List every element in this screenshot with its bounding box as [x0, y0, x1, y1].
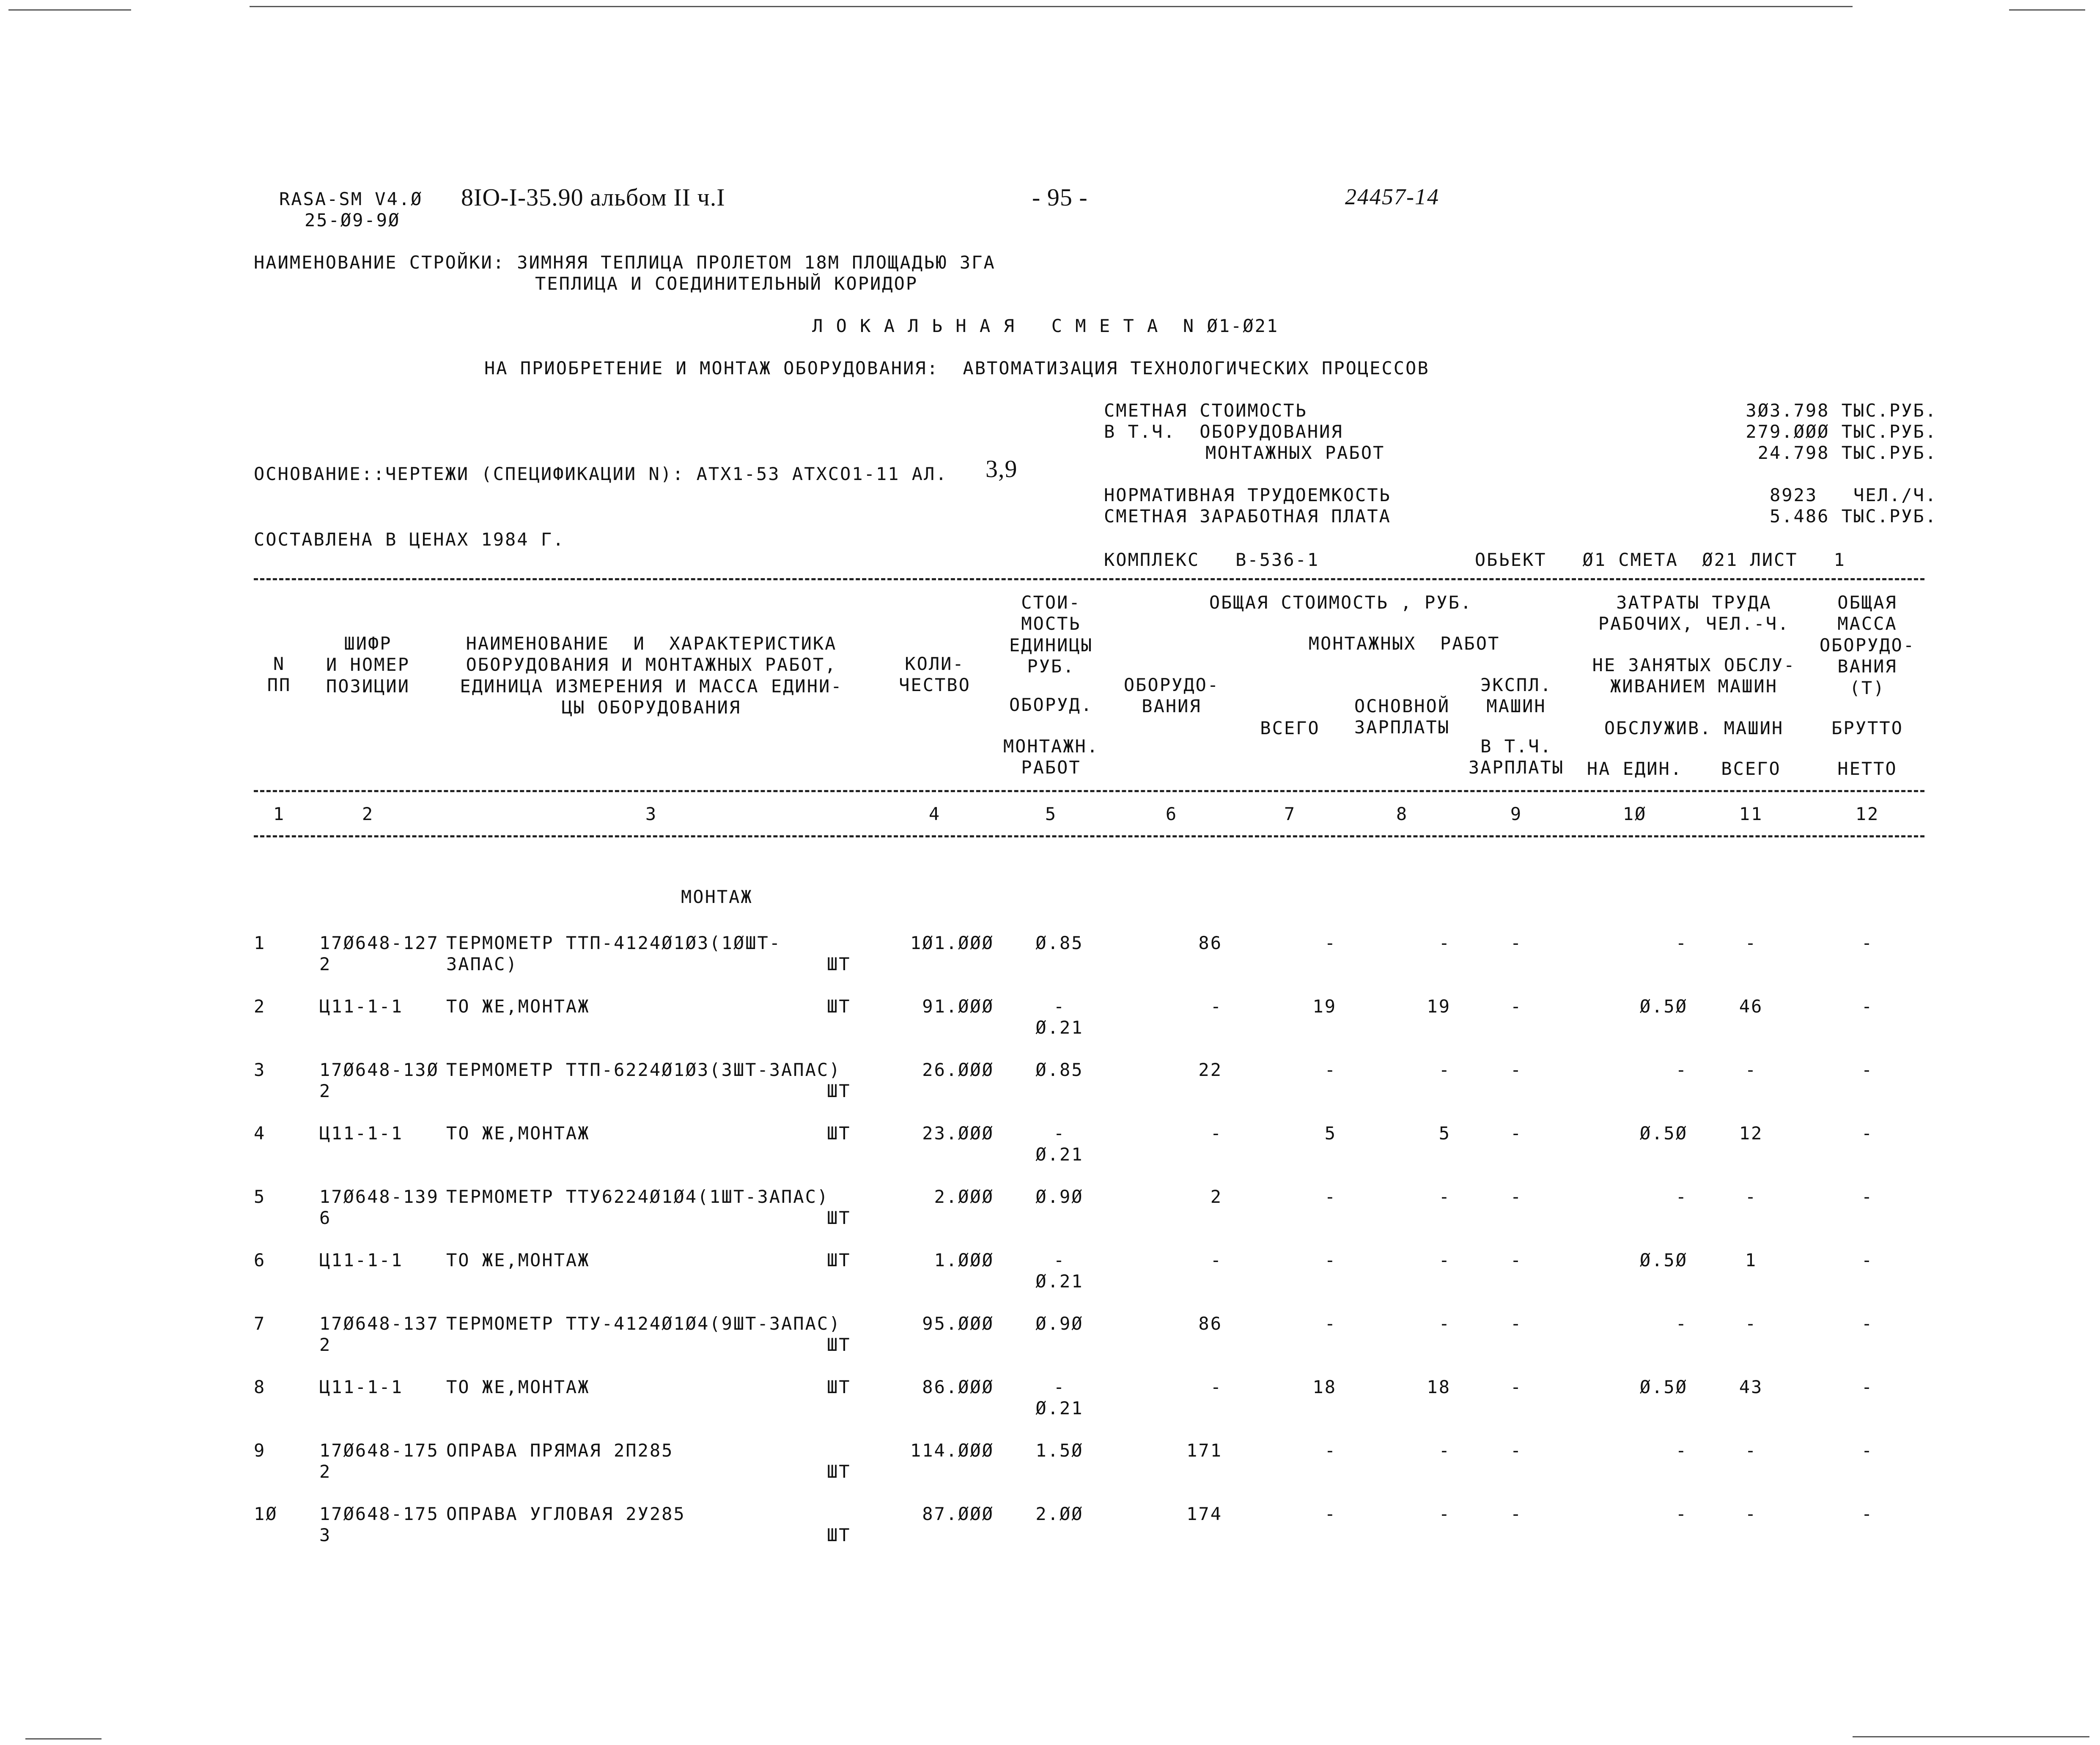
cell-total: - — [1324, 1059, 1337, 1080]
cell-name: ОПРАВА УГЛОВАЯ 2У285 — [446, 1504, 686, 1524]
column-header-equipment-mass: ОБЩАЯ МАССА ОБОРУДО- ВАНИЯ (Т) — [1819, 592, 1916, 698]
cell-code2: 3 — [319, 1525, 332, 1545]
cell-equip: 171 — [1186, 1440, 1222, 1461]
cell-price: - — [1053, 1250, 1066, 1270]
cell-n: 7 — [254, 1313, 266, 1334]
cell-mass: - — [1861, 996, 1874, 1017]
estimated-cost-label: СМЕТНАЯ СТОИМОСТЬ — [1104, 400, 1307, 421]
including-equipment-label: В Т.Ч. ОБОРУДОВАНИЯ — [1104, 421, 1343, 442]
cell-total: - — [1324, 1250, 1337, 1270]
column-number: 5 — [1045, 804, 1057, 824]
cell-code: Ц11-1-1 — [319, 1377, 404, 1397]
cell-price: Ø.9Ø — [1035, 1186, 1084, 1207]
column-number: 1 — [273, 804, 285, 824]
cell-price2: Ø.21 — [1035, 1398, 1084, 1418]
cell-unit: ШТ — [827, 1377, 851, 1397]
cell-labor: 43 — [1739, 1377, 1763, 1397]
cell-equip: 174 — [1186, 1504, 1222, 1524]
cell-equip: - — [1210, 1123, 1222, 1144]
cell-n: 2 — [254, 996, 266, 1017]
cell-unit-labor: Ø.5Ø — [1639, 1250, 1688, 1270]
cell-labor: - — [1745, 1313, 1757, 1334]
column-header-labor-total: ВСЕГО — [1721, 758, 1781, 779]
column-header-code: ШИФР И НОМЕР ПОЗИЦИИ — [326, 633, 410, 697]
table-header-top-rule — [254, 578, 1924, 580]
cell-qty: 1.ØØØ — [934, 1250, 994, 1270]
cell-unit: ШТ — [827, 1081, 851, 1101]
cell-wage: 18 — [1427, 1377, 1451, 1397]
cell-equip: - — [1210, 1377, 1222, 1397]
top-border-rule — [250, 6, 1853, 7]
column-header-labor-machine-service: ОБСЛУЖИВ. МАШИН — [1604, 718, 1784, 738]
bottom-right-rule — [1853, 1736, 2089, 1737]
cell-unit-labor: - — [1675, 1186, 1688, 1207]
cell-code: Ц11-1-1 — [319, 996, 404, 1017]
cell-mass: - — [1861, 1377, 1874, 1397]
column-number: 11 — [1739, 804, 1763, 824]
cell-mach: - — [1510, 1059, 1523, 1080]
column-number: 9 — [1510, 804, 1523, 824]
cell-price: - — [1053, 1123, 1066, 1144]
column-header-total-cost: ОБЩАЯ СТОИМОСТЬ , РУБ. — [1209, 592, 1473, 613]
cell-wage: 5 — [1438, 1123, 1451, 1144]
column-number: 7 — [1284, 804, 1296, 824]
cell-price2: Ø.21 — [1035, 1144, 1084, 1165]
cell-code2: 2 — [319, 1081, 332, 1101]
cell-code: 17Ø648-13Ø — [319, 1059, 439, 1080]
cell-name: ТО ЖЕ,МОНТАЖ — [446, 1123, 590, 1144]
cell-labor: - — [1745, 1059, 1757, 1080]
cell-price: 2.ØØ — [1035, 1504, 1084, 1524]
cell-equip: 22 — [1198, 1059, 1222, 1080]
column-header-labor-costs: ЗАТРАТЫ ТРУДА РАБОЧИХ, ЧЕЛ.-Ч. — [1598, 592, 1790, 634]
print-date: 25-Ø9-9Ø — [305, 210, 401, 230]
cell-mach: - — [1510, 1440, 1523, 1461]
cell-mass: - — [1861, 933, 1874, 953]
column-header-machine-operation: ЭКСПЛ. МАШИН — [1480, 675, 1552, 717]
column-header-unit-cost-equipment: ОБОРУД. — [1009, 694, 1093, 715]
cell-wage: - — [1438, 1440, 1451, 1461]
cell-equip: 2 — [1210, 1186, 1222, 1207]
column-number: 2 — [362, 804, 374, 824]
cell-mach: - — [1510, 1377, 1523, 1397]
cell-code: Ц11-1-1 — [319, 1123, 404, 1144]
cell-code2: 2 — [319, 1334, 332, 1355]
cell-price: Ø.9Ø — [1035, 1313, 1084, 1334]
column-header-equipment-cost: ОБОРУДО- ВАНИЯ — [1123, 675, 1220, 717]
section-title: МОНТАЖ — [681, 886, 753, 907]
cell-n: 1 — [254, 933, 266, 953]
column-header-labor-non-machine: НЕ ЗАНЯТЫХ ОБСЛУ- ЖИВАНИЕМ МАШИН — [1592, 655, 1796, 697]
column-header-machine-wage: В Т.Ч. ЗАРПЛАТЫ — [1468, 736, 1565, 778]
cell-name: ТЕРМОМЕТР ТТУ6224Ø1Ø4(1ШТ-ЗАПАС) — [446, 1186, 829, 1207]
cell-unit: ШТ — [827, 1525, 851, 1545]
cell-equip: - — [1210, 996, 1222, 1017]
table-header-bottom-rule — [254, 790, 1924, 792]
cell-code: 17Ø648-137 — [319, 1313, 439, 1334]
cell-qty: 23.ØØØ — [922, 1123, 994, 1144]
cell-wage: - — [1438, 1250, 1451, 1270]
cell-code2: 2 — [319, 954, 332, 974]
cell-wage: - — [1438, 1186, 1451, 1207]
project-name-continued: ТЕПЛИЦА И СОЕДИНИТЕЛЬНЫЙ КОРИДОР — [535, 273, 918, 294]
cell-labor: 1 — [1745, 1250, 1757, 1270]
column-header-net-mass: НЕТТО — [1837, 758, 1897, 779]
cell-code: 17Ø648-175 — [319, 1504, 439, 1524]
cell-total: 5 — [1324, 1123, 1337, 1144]
cell-name: ТЕРМОМЕТР ТТП-6224Ø1Ø3(3ШТ-ЗАПАС) — [446, 1059, 841, 1080]
cell-mass: - — [1861, 1504, 1874, 1524]
column-header-labor-per-unit: НА ЕДИН. — [1587, 758, 1683, 779]
estimated-cost-value: 3Ø3.798 ТЫС.РУБ. — [1746, 400, 1937, 421]
cell-mass: - — [1861, 1059, 1874, 1080]
document-code: 24457-14 — [1345, 184, 1439, 209]
cell-price2: Ø.21 — [1035, 1271, 1084, 1292]
cell-unit-labor: - — [1675, 933, 1688, 953]
cell-qty: 114.ØØØ — [910, 1440, 994, 1461]
cell-mass: - — [1861, 1186, 1874, 1207]
cell-labor: 12 — [1739, 1123, 1763, 1144]
cell-wage: - — [1438, 1504, 1451, 1524]
estimate-subtitle: НА ПРИОБРЕТЕНИЕ И МОНТАЖ ОБОРУДОВАНИЯ: АВТОМАТИЗАЦИЯ ТЕХНОЛОГИЧЕСКИХ ПРОЦЕССОВ — [484, 358, 1430, 379]
complex-object-sheet: КОМПЛЕКС В-536-1 ОБЬЕКТ Ø1 СМЕТА Ø21 ЛИСТ 1 — [1104, 549, 1846, 570]
cell-mach: - — [1510, 1123, 1523, 1144]
cell-name: ОПРАВА ПРЯМАЯ 2П285 — [446, 1440, 674, 1461]
cell-code2: 2 — [319, 1461, 332, 1482]
cell-unit: ШТ — [827, 954, 851, 974]
cell-total: - — [1324, 1186, 1337, 1207]
cell-qty: 2.ØØØ — [934, 1186, 994, 1207]
page-number: - 95 - — [1032, 184, 1088, 211]
cell-unit-labor: Ø.5Ø — [1639, 996, 1688, 1017]
cell-price: - — [1053, 1377, 1066, 1397]
equipment-cost-value: 279.ØØØ ТЫС.РУБ. — [1746, 421, 1937, 442]
cell-mass: - — [1861, 1313, 1874, 1334]
cell-equip: 86 — [1198, 1313, 1222, 1334]
wage-fund-value: 5.486 ТЫС.РУБ. — [1769, 506, 1937, 527]
column-header-quantity: КОЛИ- ЧЕСТВО — [899, 653, 971, 696]
column-number: 8 — [1396, 804, 1408, 824]
cell-mach: - — [1510, 933, 1523, 953]
cell-total: - — [1324, 933, 1337, 953]
labor-intensity-value: 8923 ЧЕЛ./Ч. — [1769, 485, 1937, 505]
cell-labor: - — [1745, 1440, 1757, 1461]
cell-unit: ШТ — [827, 1207, 851, 1228]
column-number: 4 — [928, 804, 941, 824]
cell-name: ТЕРМОМЕТР ТТУ-4124Ø1Ø4(9ШТ-ЗАПАС) — [446, 1313, 841, 1334]
cell-mach: - — [1510, 1186, 1523, 1207]
cell-name: ТЕРМОМЕТР ТТП-4124Ø1Ø3(1ØШТ- — [446, 933, 782, 953]
cell-name: ТО ЖЕ,МОНТАЖ — [446, 996, 590, 1017]
cell-price: - — [1053, 996, 1066, 1017]
cell-equip: 86 — [1198, 933, 1222, 953]
column-header-unit-cost-installation: МОНТАЖН. РАБОТ — [1003, 736, 1099, 778]
album-reference: 8IO-I-35.90 альбом II ч.I — [461, 184, 725, 211]
cell-total: - — [1324, 1440, 1337, 1461]
cell-code: 17Ø648-175 — [319, 1440, 439, 1461]
cell-qty: 95.ØØØ — [922, 1313, 994, 1334]
cell-unit-labor: - — [1675, 1313, 1688, 1334]
column-header-gross-mass: БРУТТО — [1831, 718, 1903, 738]
cell-labor: - — [1745, 1186, 1757, 1207]
cell-n: 1Ø — [254, 1504, 278, 1524]
cell-unit-labor: - — [1675, 1504, 1688, 1524]
wage-fund-label: СМЕТНАЯ ЗАРАБОТНАЯ ПЛАТА — [1104, 506, 1391, 527]
cell-qty: 86.ØØØ — [922, 1377, 994, 1397]
cell-unit: ШТ — [827, 1334, 851, 1355]
cell-code: Ц11-1-1 — [319, 1250, 404, 1270]
cell-mach: - — [1510, 1313, 1523, 1334]
cell-total: 18 — [1312, 1377, 1337, 1397]
cell-name2: ЗАПАС) — [446, 954, 518, 974]
cell-name: ТО ЖЕ,МОНТАЖ — [446, 1250, 590, 1270]
cell-wage: - — [1438, 1059, 1451, 1080]
cell-wage: 19 — [1427, 996, 1451, 1017]
cell-mach: - — [1510, 1250, 1523, 1270]
project-name: НАИМЕНОВАНИЕ СТРОЙКИ: ЗИМНЯЯ ТЕПЛИЦА ПРОЛЕТОМ 18М ПЛОЩАДЬЮ 3ГА — [254, 252, 996, 273]
cell-code: 17Ø648-127 — [319, 933, 439, 953]
cell-unit-labor: - — [1675, 1440, 1688, 1461]
cell-n: 4 — [254, 1123, 266, 1144]
column-header-basic-wage: ОСНОВНОЙ ЗАРПЛАТЫ — [1354, 696, 1450, 738]
cell-price: 1.5Ø — [1035, 1440, 1084, 1461]
installation-cost-value: 24.798 ТЫС.РУБ. — [1757, 442, 1937, 463]
column-header-installation-total: ВСЕГО — [1260, 718, 1320, 738]
cell-mach: - — [1510, 996, 1523, 1017]
cell-total: - — [1324, 1504, 1337, 1524]
column-header-name: НАИМЕНОВАНИЕ И ХАРАКТЕРИСТИКА ОБОРУДОВАНИЯ И МОНТАЖНЫХ РАБОТ, ЕДИНИЦА ИЗМЕРЕНИЯ И МАССА ЕДИНИ- ЦЫ ОБОРУДОВАНИЯ — [460, 633, 843, 718]
cell-unit-labor: Ø.5Ø — [1639, 1377, 1688, 1397]
cell-price: Ø.85 — [1035, 933, 1084, 953]
top-left-rule — [8, 9, 131, 11]
top-right-rule — [2009, 9, 2085, 11]
column-header-installation-works: МОНТАЖНЫХ РАБОТ — [1308, 633, 1500, 654]
cell-total: - — [1324, 1313, 1337, 1334]
cell-labor: - — [1745, 1504, 1757, 1524]
software-version: RASA-SM V4.Ø — [279, 189, 423, 209]
bottom-left-rule — [25, 1738, 102, 1740]
cell-n: 6 — [254, 1250, 266, 1270]
column-number: 12 — [1855, 804, 1880, 824]
cell-mach: - — [1510, 1504, 1523, 1524]
price-basis: СОСТАВЛЕНА В ЦЕНАХ 1984 Г. — [254, 529, 565, 550]
cell-wage: - — [1438, 1313, 1451, 1334]
basis-text: ОСНОВАНИЕ::ЧЕРТЕЖИ (СПЕЦИФИКАЦИИ N): АТХ1-53 АТХСО1-11 АЛ. — [254, 464, 948, 484]
cell-qty: 1Ø1.ØØØ — [910, 933, 994, 953]
cell-mass: - — [1861, 1440, 1874, 1461]
column-numbers-bottom-rule — [254, 835, 1924, 837]
cell-qty: 26.ØØØ — [922, 1059, 994, 1080]
cell-unit: ШТ — [827, 1250, 851, 1270]
column-number: 3 — [645, 804, 658, 824]
cell-qty: 91.ØØØ — [922, 996, 994, 1017]
cell-labor: 46 — [1739, 996, 1763, 1017]
cell-code2: 6 — [319, 1207, 332, 1228]
installation-label: МОНТАЖНЫХ РАБОТ — [1205, 442, 1385, 463]
cell-n: 5 — [254, 1186, 266, 1207]
cell-unit-labor: Ø.5Ø — [1639, 1123, 1688, 1144]
cell-labor: - — [1745, 933, 1757, 953]
cell-mass: - — [1861, 1123, 1874, 1144]
cell-code: 17Ø648-139 — [319, 1186, 439, 1207]
cell-name: ТО ЖЕ,МОНТАЖ — [446, 1377, 590, 1397]
cell-unit: ШТ — [827, 1123, 851, 1144]
cell-total: 19 — [1312, 996, 1337, 1017]
estimate-title: Л О К А Л Ь Н А Я С М Е Т А N Ø1-Ø21 — [812, 316, 1279, 336]
column-number: 6 — [1165, 804, 1178, 824]
cell-n: 8 — [254, 1377, 266, 1397]
cell-unit-labor: - — [1675, 1059, 1688, 1080]
cell-unit: ШТ — [827, 996, 851, 1017]
cell-unit: ШТ — [827, 1461, 851, 1482]
cell-price: Ø.85 — [1035, 1059, 1084, 1080]
column-header-unit-cost: СТОИ- МОСТЬ ЕДИНИЦЫ РУБ. — [1009, 592, 1093, 677]
cell-n: 9 — [254, 1440, 266, 1461]
cell-wage: - — [1438, 933, 1451, 953]
cell-n: 3 — [254, 1059, 266, 1080]
column-header-number: N ПП — [267, 653, 291, 696]
cell-mass: - — [1861, 1250, 1874, 1270]
cell-equip: - — [1210, 1250, 1222, 1270]
basis-handwritten-sheets: 3,9 — [985, 455, 1018, 483]
column-number: 1Ø — [1622, 804, 1647, 824]
cell-qty: 87.ØØØ — [922, 1504, 994, 1524]
cell-price2: Ø.21 — [1035, 1017, 1084, 1038]
labor-intensity-label: НОРМАТИВНАЯ ТРУДОЕМКОСТЬ — [1104, 485, 1391, 505]
